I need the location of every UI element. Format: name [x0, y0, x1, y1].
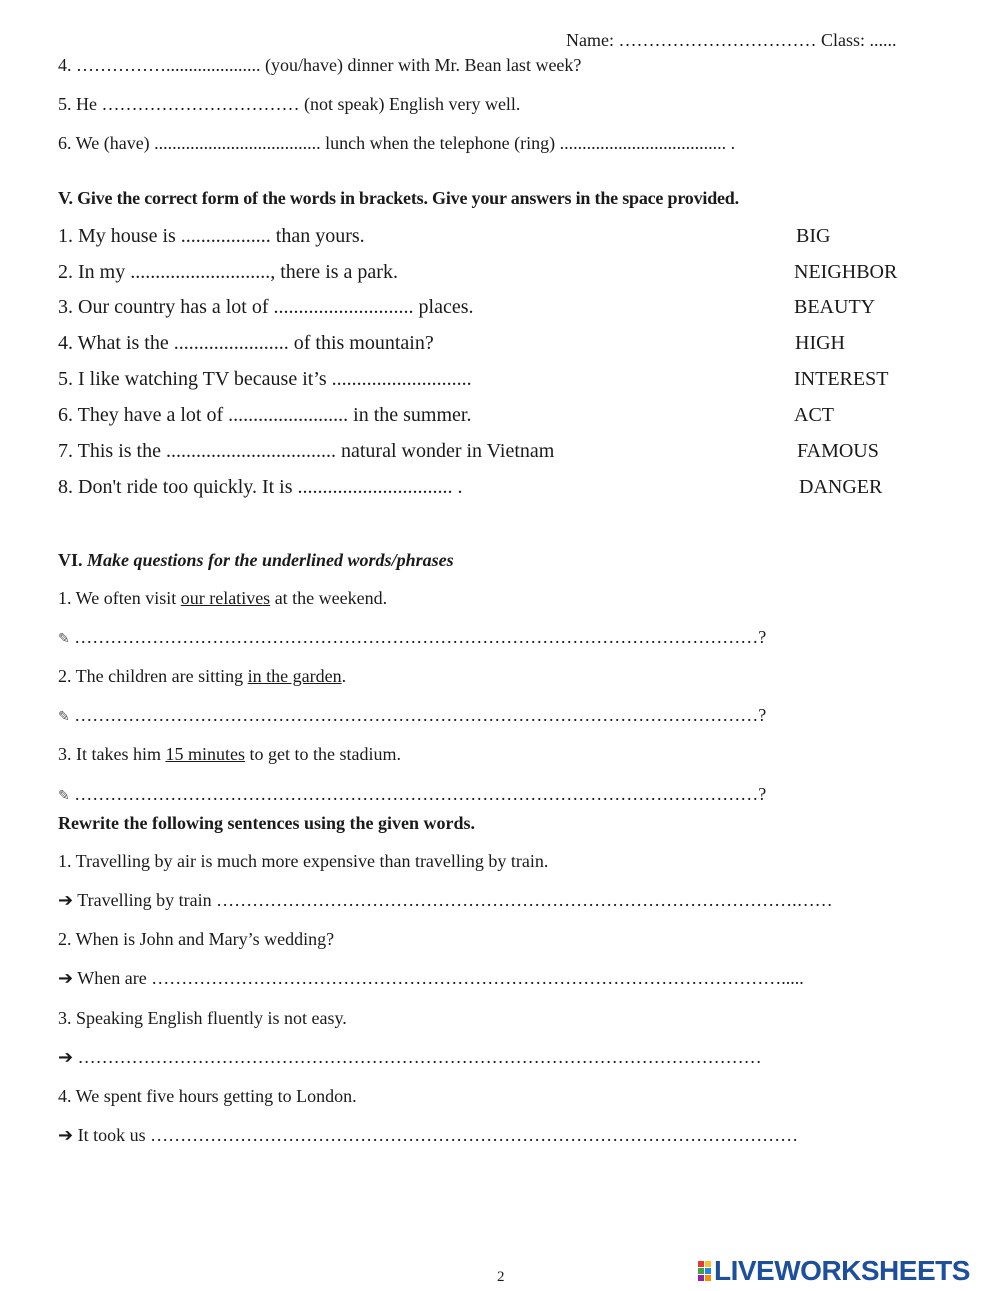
tense-item-4: 4. ……………..................... (you/have) dinner with Mr. Bean last week? — [58, 55, 582, 75]
rewrite-answer-line — [58, 1047, 762, 1068]
word-form-hint: DANGER — [799, 476, 883, 498]
logo-block — [705, 1261, 711, 1267]
word-form-sentence: 5. I like watching TV because it’s ............................ — [58, 368, 472, 390]
section-6-number: VI. — [58, 550, 83, 570]
name-class-line: Name: …………………………… Class: ...... — [566, 30, 897, 50]
sentence-text: 2. The children are sitting — [58, 666, 248, 686]
logo-block — [705, 1275, 711, 1281]
word-form-sentence: 2. In my ............................, there is a park. — [58, 261, 398, 283]
word-form-hint: BIG — [796, 225, 831, 247]
pencil-icon: ✎ — [58, 788, 70, 804]
rewrite-answer-line — [58, 1125, 798, 1146]
word-form-sentence: 1. My house is .................. than yours. — [58, 225, 365, 247]
word-form-hint: BEAUTY — [794, 296, 876, 318]
rewrite-title: Rewrite the following sentences using the given words. — [58, 813, 475, 833]
rewrite-sentence: 3. Speaking English fluently is not easy. — [58, 1008, 347, 1028]
dotted-answer: ……………………………………………………………………………………………………? — [74, 627, 767, 647]
sentence-text: at the weekend. — [270, 588, 388, 608]
liveworksheets-logo — [698, 1255, 970, 1286]
rewrite-sentence: 2. When is John and Mary’s wedding? — [58, 929, 335, 949]
dotted-answer: ……………………………………………………………………………………………………? — [74, 784, 767, 804]
word-form-sentence: 7. This is the .................................. natural wonder in Vietnam — [58, 440, 555, 462]
rewrite-answer-line — [58, 968, 804, 989]
answer-line — [58, 705, 766, 726]
arrow-icon: ➔ — [58, 968, 74, 989]
arrow-icon: ➔ — [58, 890, 74, 911]
word-form-hint: HIGH — [795, 332, 845, 354]
question-source-sentence — [58, 588, 387, 609]
pencil-icon: ✎ — [58, 631, 70, 647]
logo-block — [698, 1275, 704, 1281]
logo-block — [705, 1268, 711, 1274]
answer-line — [58, 627, 766, 648]
word-form-sentence: 6. They have a lot of ........................ in the summer. — [58, 404, 472, 426]
tense-item-6: 6. We (have) ..................................... lunch when the telephone (ring) ..................................... . — [58, 133, 736, 153]
sentence-text: to get to the stadium. — [244, 744, 401, 764]
rewrite-sentence: 1. Travelling by air is much more expensive than travelling by train. — [58, 851, 549, 871]
sentence-text: 1. We often visit — [58, 588, 181, 608]
logo-text: LIVEWORKSHEETS — [714, 1255, 970, 1286]
dotted-answer: Travelling by train …………………………………………………………………………………….…… — [77, 890, 833, 910]
logo-block — [698, 1268, 704, 1274]
tense-item-5: 5. He …………………………… (not speak) English very well. — [58, 94, 521, 114]
word-form-sentence: 3. Our country has a lot of ............................ places. — [58, 296, 474, 318]
underlined-phrase: 15 minutes — [165, 744, 245, 764]
word-form-hint: NEIGHBOR — [794, 261, 898, 283]
dotted-answer: …………………………………………………………………………………………………… — [77, 1047, 762, 1067]
sentence-text: . — [341, 666, 347, 686]
section-5-title: V. Give the correct form of the words in brackets. Give your answers in the space provided. — [58, 188, 739, 208]
arrow-icon: ➔ — [58, 1125, 74, 1146]
word-form-sentence: 4. What is the ....................... of this mountain? — [58, 332, 434, 354]
answer-line — [58, 784, 766, 805]
sentence-text: 3. It takes him — [58, 744, 166, 764]
word-form-hint: INTEREST — [794, 368, 889, 390]
underlined-phrase: our relatives — [180, 588, 271, 608]
arrow-icon: ➔ — [58, 1047, 74, 1068]
word-form-hint: FAMOUS — [797, 440, 879, 462]
question-source-sentence — [58, 744, 401, 765]
dotted-answer: It took us ……………………………………………………………………………………………… — [77, 1125, 799, 1145]
underlined-phrase: in the garden — [247, 666, 342, 686]
word-form-sentence: 8. Don't ride too quickly. It is ............................... . — [58, 476, 463, 498]
rewrite-sentence: 4. We spent five hours getting to London. — [58, 1086, 357, 1106]
rewrite-answer-line — [58, 890, 833, 911]
page-number: 2 — [497, 1269, 505, 1285]
section-6-title — [58, 550, 454, 571]
dotted-answer: ……………………………………………………………………………………………………? — [74, 705, 767, 725]
question-source-sentence — [58, 666, 346, 687]
word-form-hint: ACT — [794, 404, 834, 426]
section-6-instruction: Make questions for the underlined words/phrases — [87, 550, 454, 570]
dotted-answer: When are ……………………………………………………………………………………………..... — [77, 968, 804, 988]
logo-blocks-icon — [698, 1261, 711, 1281]
logo-block — [698, 1261, 704, 1267]
pencil-icon: ✎ — [58, 709, 70, 725]
